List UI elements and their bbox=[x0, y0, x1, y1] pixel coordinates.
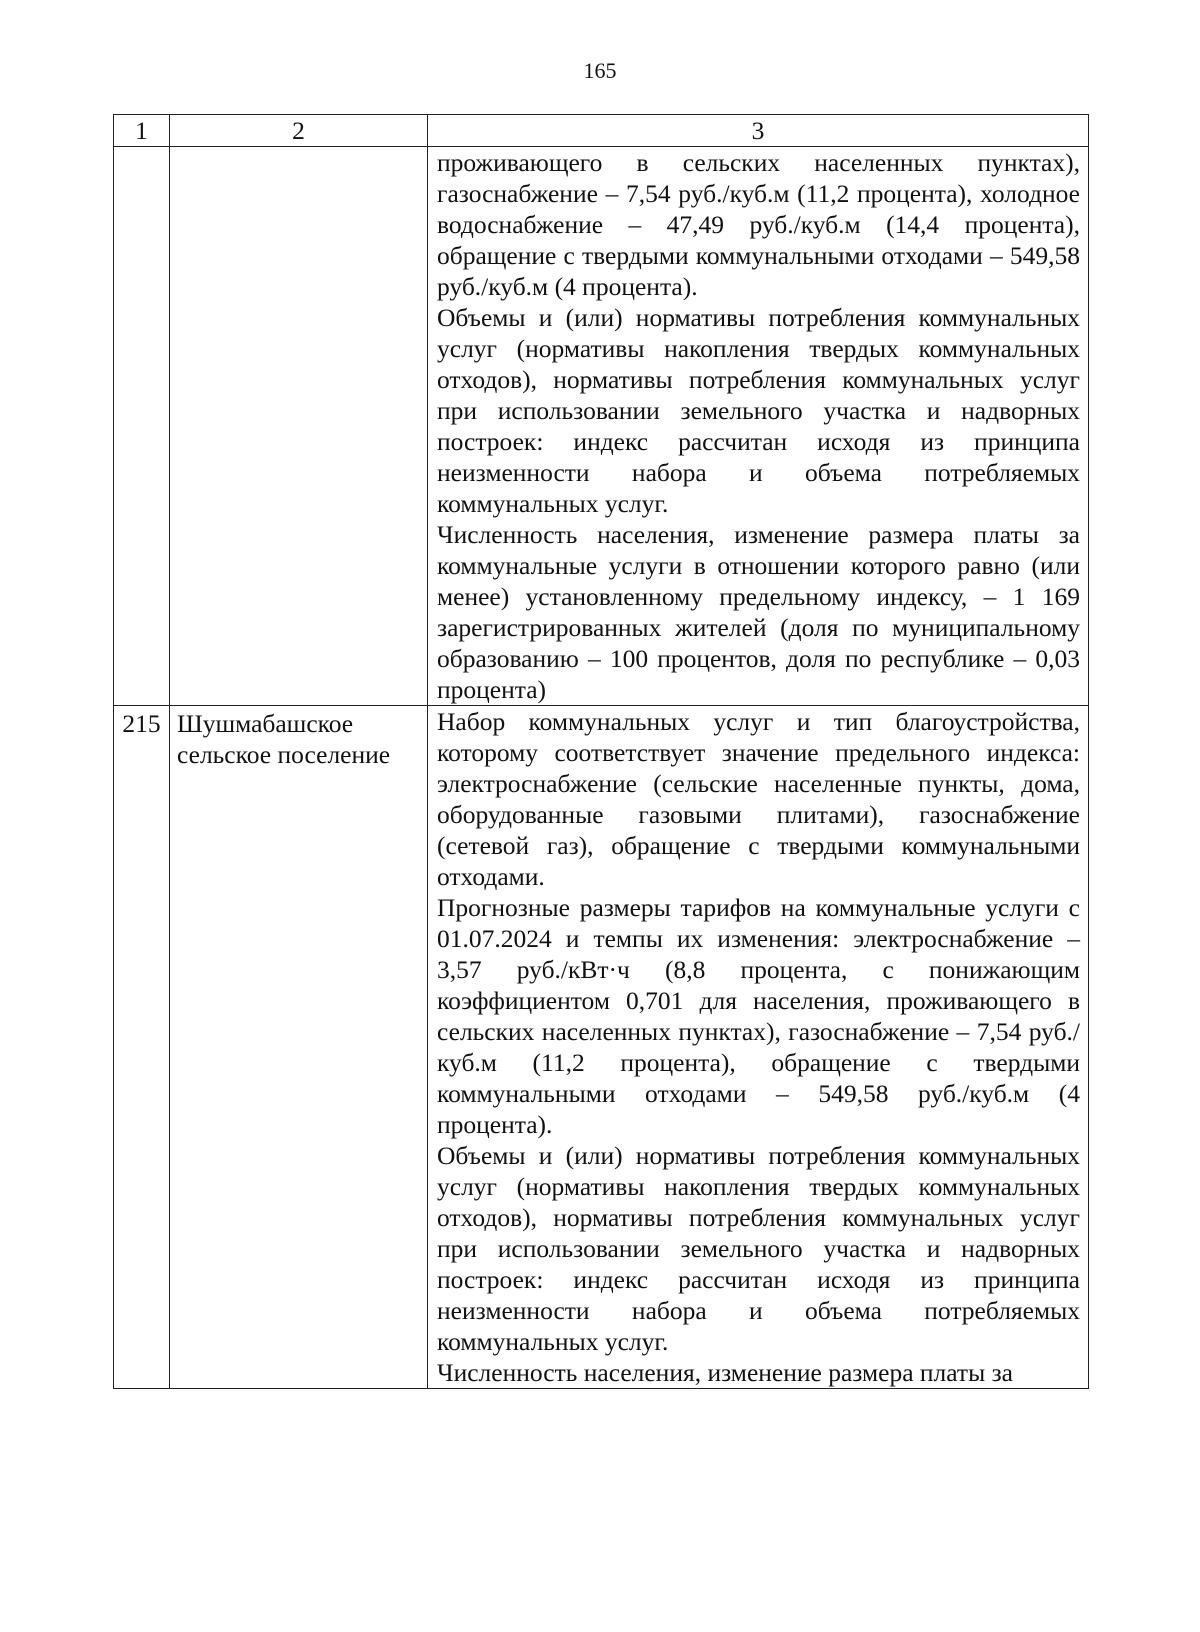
data-table bbox=[113, 114, 1089, 1389]
table-row bbox=[114, 147, 1089, 706]
header-col-1: 1 bbox=[114, 115, 170, 147]
description-cell bbox=[428, 147, 1089, 706]
description-paragraph: Объемы и (или) нормативы потребления коммунальных услуг (нормативы накопления твердых коммунальных отходов), нормативы потребления коммунальных услуг при использовании земельного участка и надворных построек: индекс рассчитан исходя из принципа неизменности набора и объема потребляемых коммунальных услуг. bbox=[437, 1141, 1080, 1356]
description-paragraph: Численность населения, изменение размера платы за коммунальные услуги в отношении которого равно (или менее) установленному предельному индексу, – 1 169 зарегистрированных жителей (доля по муниципальному образованию – 100 процентов, доля по республике – 0,03 процента) bbox=[437, 520, 1080, 704]
description-paragraph: проживающего в сельских населенных пунктах), газоснабжение – 7,54 руб./куб.м (11,2 процента), холодное водоснабжение – 47,49 руб./куб.м (14,4 процента), обращение с твердыми коммунальными отходами – 549,58 руб./куб.м (4 процента). bbox=[437, 148, 1080, 301]
page-number: 165 bbox=[583, 58, 617, 83]
description-cell bbox=[428, 706, 1089, 1389]
settlement-name: Шушмабашское сельское поселение bbox=[170, 706, 428, 1389]
settlement-name bbox=[170, 147, 428, 706]
row-number: 215 bbox=[114, 706, 170, 1389]
table-row bbox=[114, 706, 1089, 1389]
row-number bbox=[114, 147, 170, 706]
description-paragraph: Объемы и (или) нормативы потребления коммунальных услуг (нормативы накопления твердых коммунальных отходов), нормативы потребления коммунальных услуг при использовании земельного участка и надворных построек: индекс рассчитан исходя из принципа неизменности набора и объема потребляемых коммунальных услуг. bbox=[437, 303, 1080, 518]
header-col-2: 2 bbox=[170, 115, 428, 147]
header-row bbox=[114, 115, 1089, 147]
header-col-3: 3 bbox=[428, 115, 1089, 147]
table-header bbox=[114, 115, 1089, 147]
description-paragraph: Прогнозные размеры тарифов на коммунальные услуги с 01.07.2024 и темпы их изменения: электроснабжение – 3,57 руб./кВт·ч (8,8 процента, с понижающим коэффициентом 0,701 для населения, проживающего в сельских населенных пунктах), газоснабжение – 7,54 руб./куб.м (11,2 процента), обращение с твердыми коммунальными отходами – 549,58 руб./куб.м (4 процента). bbox=[437, 893, 1080, 1139]
description-paragraph: Набор коммунальных услуг и тип благоустройства, которому соответствует значение предельного индекса: электроснабжение (сельские населенные пункты, дома, оборудованные газовыми плитами), газоснабжение (сетевой газ), обращение с твердыми коммунальными отходами. bbox=[437, 707, 1080, 891]
description-paragraph: Численность населения, изменение размера платы за bbox=[437, 1358, 1013, 1387]
